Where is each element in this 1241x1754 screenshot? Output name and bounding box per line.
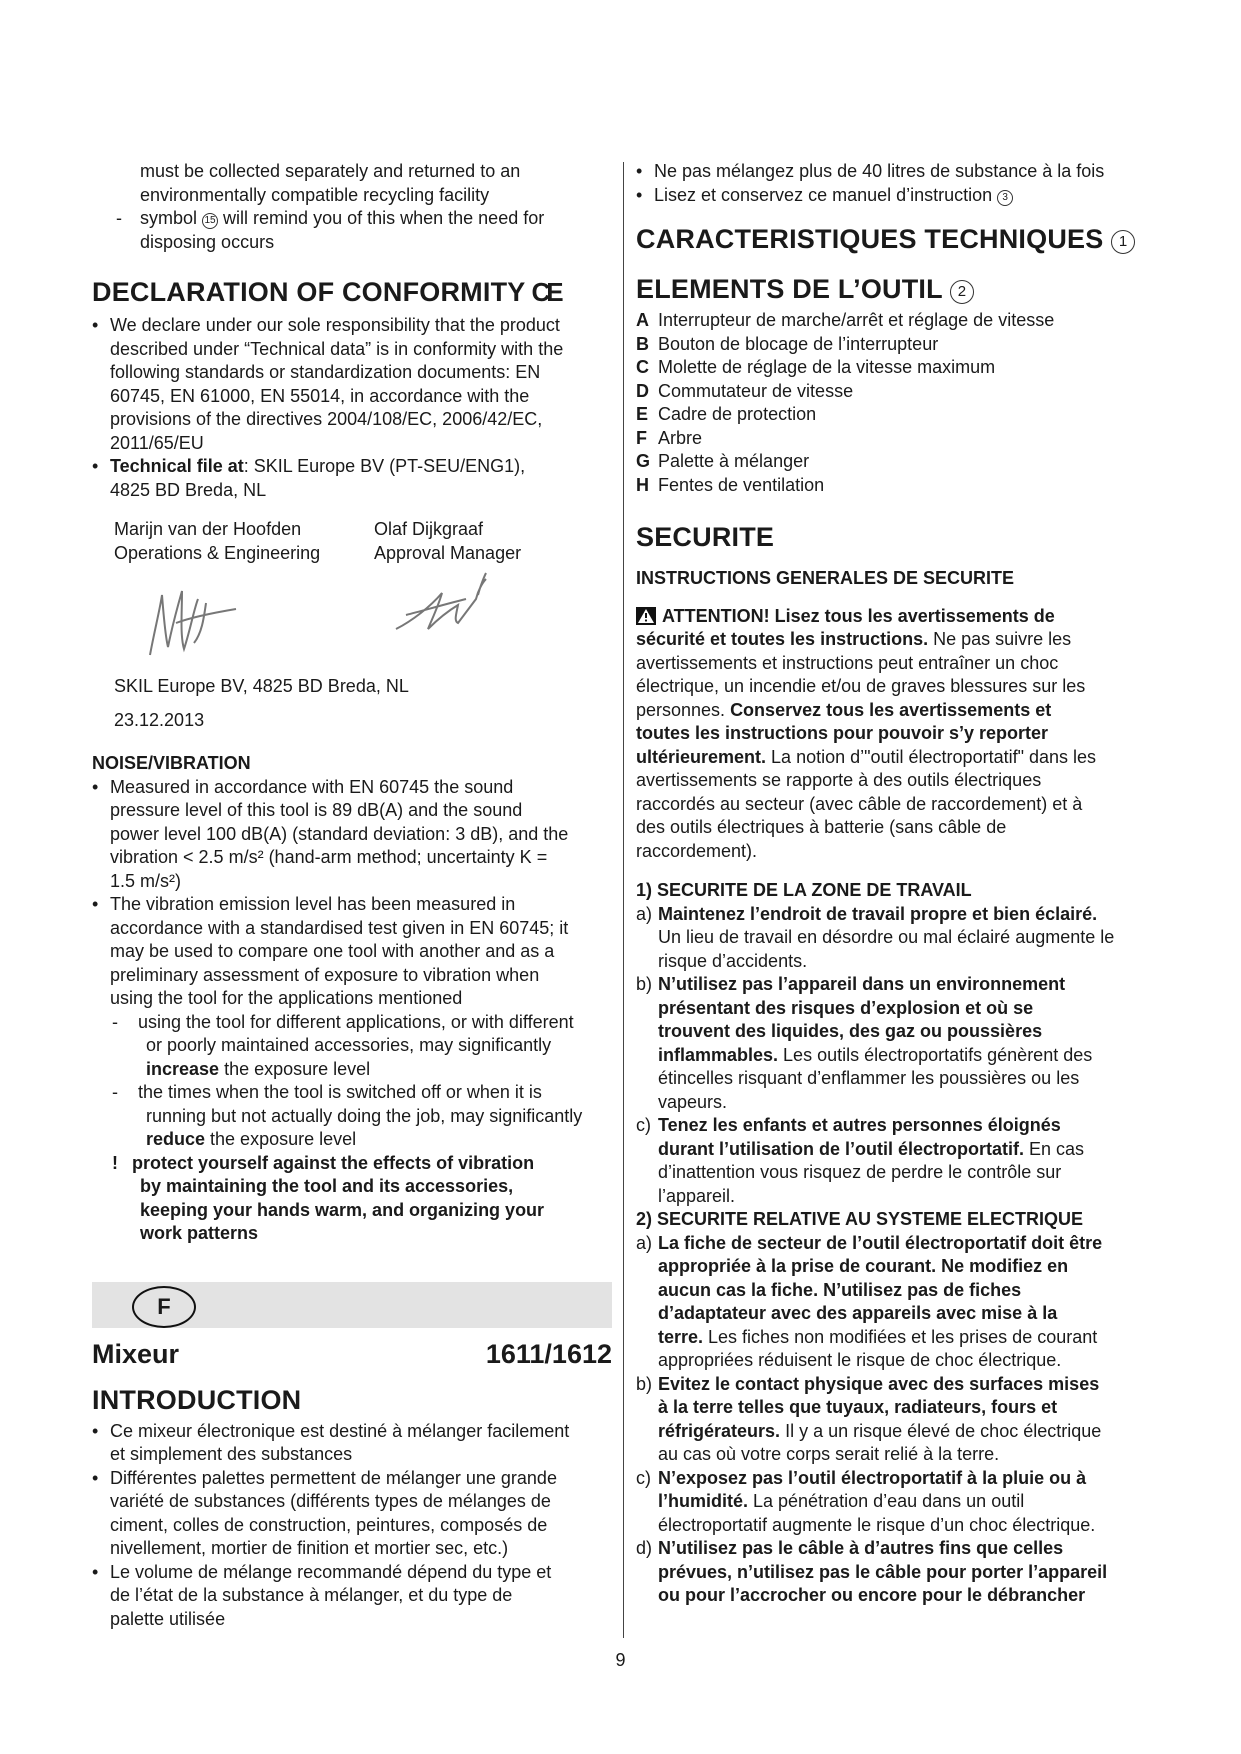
electrical-item-b: b) Evitez le contact physique avec des surfaces mises à la terre telles que tuyaux, radiateurs, fours et réfrigérateurs. Il y a un risque élevé de choc électrique au cas où votre corps serait relié à la terre.: [636, 1373, 1102, 1464]
noise-dash-1: - using the tool for different applications, or with different or poorly maintained accessories, may significantly increase the exposure level: [112, 1011, 574, 1079]
element-item: C Molette de réglage de la vitesse maximum: [636, 357, 996, 377]
recycling-line-1: must be collected separately and returned to an: [140, 161, 521, 181]
electrical-item-d: d) N’utilisez pas le câble à d’autres fins que celles prévues, n’utilisez pas le câble pour porter l’appareil ou pour l’accrocher ou encore pour le débrancher: [636, 1538, 1108, 1605]
symbol-number: 15: [202, 213, 218, 229]
noise-bullet-1: • Measured in accordance with EN 60745 the sound pressure level of this tool is 89 dB(A) and the sound power level 100 dB(A) (standard deviation: 3 dB), and the vibration < 2.5 m/s² (hand-arm method; uncertainty K = 1.5 m/s²): [92, 776, 569, 891]
work-area-item-b: b) N’utilisez pas l’appareil dans un environnement présentant des risques d’explosion et où se trouvent des liquides, des gaz ou poussières inflammables. Les outils électroportatifs génèrent des étincelles risquant d’enflammer les poussières ou les vapeurs.: [636, 974, 1093, 1112]
ce-mark-icon: CE: [531, 277, 560, 307]
dash-marker: -: [116, 208, 122, 228]
intro-bullet-3: • Le volume de mélange recommandé dépend du type et de l’état de la substance à mélanger, et du type de palette utilisée: [92, 1561, 552, 1629]
electrical-item-a: a) La fiche de secteur de l’outil électroportatif doit être appropriée à la prise de courant. Ne modifiez en aucun cas la fiche. N’utilisez pas de fiches d’adaptateur avec des appareils avec mise à la terre. Les fiches non modifiées et les prises de courant appropriées réduisent le risque de choc électrique.: [636, 1232, 1103, 1370]
signatories: [92, 518, 612, 565]
signatory-1-name: Marijn van der Hoofden: [114, 519, 302, 539]
mix-limit-bullet: • Ne pas mélangez plus de 40 litres de substance à la fois: [636, 161, 1105, 181]
manual-bullet: • Lisez et conservez ce manuel d’instruction 3: [636, 184, 1156, 208]
electrical-item-c: c) N’exposez pas l’outil électroportatif à la pluie ou à l’humidité. La pénétration d’eau dans un outil électroportatif augmente le risque d’un choc électrique.: [636, 1467, 1096, 1535]
elements-figure-number: 2: [950, 280, 974, 304]
intro-bullet-1: • Ce mixeur électronique est destiné à mélanger facilement et simplement des substances: [92, 1420, 570, 1464]
symbol-dash-item: - symbol 15 will remind you of this when the need for: [92, 207, 612, 231]
work-area-item-c: c) Tenez les enfants et autres personnes éloignés durant l’utilisation de l’outil électroportatif. En cas d’inattention vous risquez de perdre le contrôle sur l’appareil.: [636, 1115, 1085, 1206]
intro-bullet-2: • Différentes palettes permettent de mélanger une grande variété de substances (différents types de mélanges de ciment, colles de construction, peintures, composés de nivellement, mortier de finition et mortier sec, etc.): [92, 1467, 557, 1558]
left-column: [92, 160, 612, 1631]
work-area-item-a: a) Maintenez l’endroit de travail propre et bien éclairé. Un lieu de travail en désordre ou mal éclairé augmente le risque d’accidents.: [636, 903, 1115, 971]
recycling-section: [92, 160, 612, 254]
language-code-badge: F: [132, 1286, 196, 1328]
element-item: A Interrupteur de marche/arrêt et réglage de vitesse: [636, 310, 1055, 330]
noise-bullet-2: • The vibration emission level has been measured in accordance with a standardised test given in EN 60745; it may be used to compare one tool with another and as a preliminary assessment of exposure to vibration when using the tool for the applications mentioned: [92, 894, 569, 1008]
element-item: D Commutateur de vitesse: [636, 380, 854, 401]
elements-heading: ELEMENTS DE L’OUTIL 2: [636, 273, 1156, 305]
column-divider: [623, 162, 624, 1638]
noise-dash-2: - the times when the tool is switched off or when it is running but not actually doing the job, may significantly reduce the exposure level: [112, 1082, 583, 1149]
tech-figure-number: 1: [1111, 230, 1135, 254]
electrical-heading: 2) SECURITE RELATIVE AU SYSTEME ELECTRIQUE: [636, 1209, 1084, 1229]
tech-data-heading: CARACTERISTIQUES TECHNIQUES 1: [636, 223, 1156, 255]
attention-paragraph: ATTENTION! Lisez tous les avertissements de sécurité et toutes les instructions. Ne pas suivre les avertissements et instructions peut entraîner un choc électrique, un incendie et/ou de graves blessures sur les personnes. Conservez tous les avertissements et toutes les instructions pour pouvoir s’y reporter ultérieurement. La notion d’"outil électroportatif" dans les avertissements se rapporte à des outils électriques raccordés au secteur (avec câble de raccordement) et à des outils électriques à batterie (sans câble de raccordement).: [636, 605, 1097, 861]
declaration-bullet: • We declare under our sole responsibility that the product described under “Technical data” is in conformity with the following standards or standardization documents: EN 60745, EN 61000, EN 55014, in accordance with the provisions of the directives 2004/108/EC, 2006/42/EC, 2011/65/EU: [92, 315, 564, 453]
signature-2-icon: [382, 565, 492, 645]
exclamation-icon: !: [112, 1152, 118, 1173]
element-item: G Palette à mélanger: [636, 451, 810, 471]
element-item: B Bouton de blocage de l’interrupteur: [636, 333, 939, 354]
introduction-heading: INTRODUCTION: [92, 1384, 302, 1415]
signatory-1-role: Operations & Engineering: [114, 542, 321, 563]
language-bar: [92, 1282, 612, 1328]
recycling-line-2: environmentally compatible recycling facility: [140, 184, 490, 205]
page-number: 9: [615, 1650, 626, 1670]
declaration-heading: DECLARATION OF CONFORMITY CE: [92, 277, 560, 307]
safety-heading: SECURITE: [636, 522, 775, 552]
right-column: [636, 160, 1156, 1608]
element-item: H Fentes de ventilation: [636, 474, 825, 495]
product-title-row: [92, 1338, 612, 1370]
technical-file-bullet: • Technical file at: SKIL Europe BV (PT-SEU/ENG1), 4825 BD Breda, NL: [92, 456, 526, 500]
work-area-heading: 1) SECURITE DE LA ZONE DE TRAVAIL: [636, 880, 972, 900]
signature-1-icon: [132, 573, 242, 663]
element-item: F Arbre: [636, 427, 703, 448]
signatory-2-name: Olaf Dijkgraaf: [374, 519, 484, 539]
safety-subheading: INSTRUCTIONS GENERALES DE SECURITE: [636, 568, 1015, 588]
manual-figure-number: 3: [997, 190, 1013, 206]
noise-heading: NOISE/VIBRATION: [92, 753, 251, 773]
element-item: E Cadre de protection: [636, 404, 817, 424]
company-address: SKIL Europe BV, 4825 BD Breda, NL: [114, 676, 409, 696]
signatory-2-role: Approval Manager: [374, 542, 522, 563]
product-model: 1611/1612: [485, 1338, 612, 1369]
warning-triangle-icon: [636, 607, 656, 625]
symbol-dash-cont: disposing occurs: [140, 231, 275, 252]
elements-list: [636, 309, 1156, 497]
vibration-warning: ! protect yourself against the effects of vibration by maintaining the tool and its accessories, keeping your hands warm, and organizing your work patterns: [112, 1152, 545, 1243]
declaration-date: 23.12.2013: [114, 709, 205, 730]
product-name: Mixeur: [92, 1338, 180, 1369]
signatures: [92, 565, 612, 675]
